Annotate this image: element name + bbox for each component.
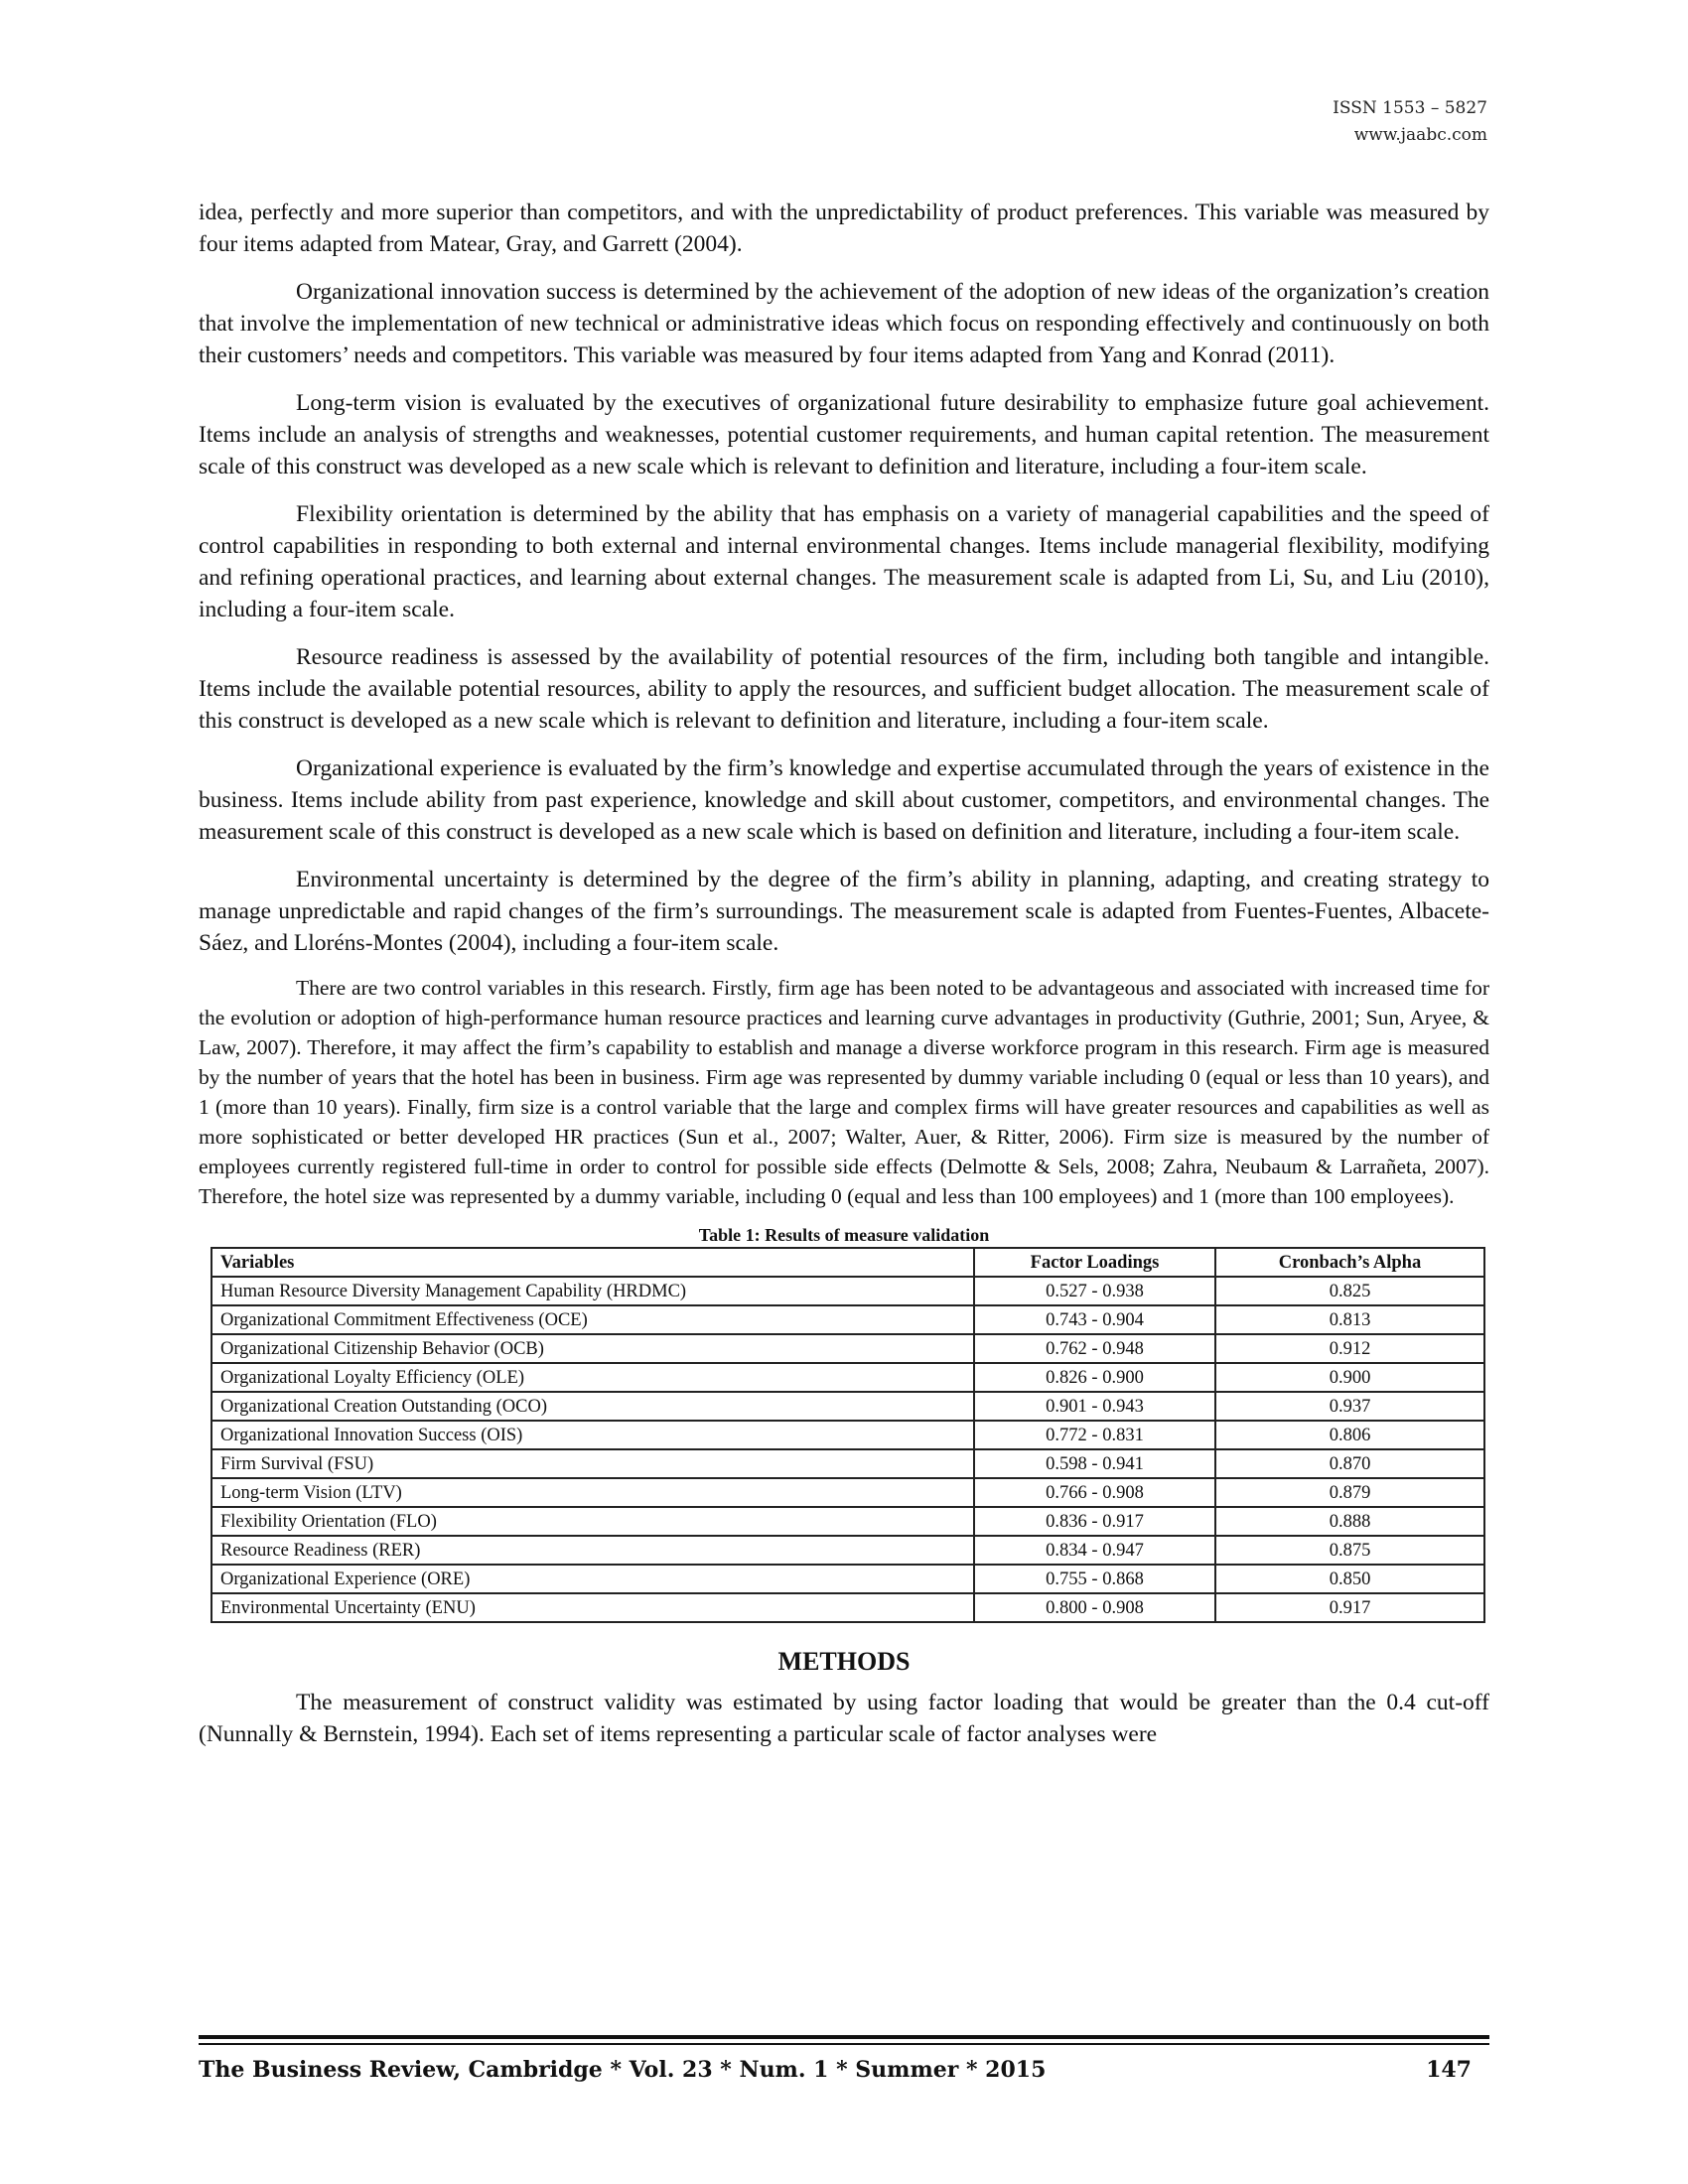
variable-cell: Flexibility Orientation (FLO) bbox=[211, 1507, 974, 1536]
table-row bbox=[211, 1334, 1484, 1363]
variable-cell: Organizational Creation Outstanding (OCO) bbox=[211, 1392, 974, 1421]
variable-cell: Environmental Uncertainty (ENU) bbox=[211, 1593, 974, 1622]
factor-loadings-cell: 0.836 - 0.917 bbox=[974, 1507, 1215, 1536]
issn-label: ISSN 1553 – 5827 bbox=[1333, 98, 1487, 118]
variable-cell: Organizational Experience (ORE) bbox=[211, 1565, 974, 1593]
variable-cell: Organizational Loyalty Efficiency (OLE) bbox=[211, 1363, 974, 1392]
factor-loadings-cell: 0.901 - 0.943 bbox=[974, 1392, 1215, 1421]
table-row bbox=[211, 1363, 1484, 1392]
alpha-cell: 0.875 bbox=[1215, 1536, 1484, 1565]
paragraph-resource-readiness: Resource readiness is assessed by the availability of potential resources of the firm, including both tangible and intangible. Items include the available potential resources, ability to apply the resources, and sufficient budget allocation. The measurement scale of this construct is developed as a new scale which is relevant to definition and literature, including a four-item scale. bbox=[199, 644, 1489, 734]
table-row bbox=[211, 1421, 1484, 1449]
factor-loadings-cell: 0.743 - 0.904 bbox=[974, 1305, 1215, 1334]
table-row bbox=[211, 1305, 1484, 1334]
factor-loadings-cell: 0.527 - 0.938 bbox=[974, 1277, 1215, 1305]
journal-citation: The Business Review, Cambridge * Vol. 23 * Num. 1 * Summer * 2015 bbox=[199, 2057, 1047, 2083]
page-footer bbox=[199, 2057, 1472, 2083]
header-factor-loadings: Factor Loadings bbox=[974, 1248, 1215, 1277]
alpha-cell: 0.825 bbox=[1215, 1277, 1484, 1305]
table-row bbox=[211, 1392, 1484, 1421]
header-cronbach-alpha: Cronbach’s Alpha bbox=[1215, 1248, 1484, 1277]
table-row bbox=[211, 1507, 1484, 1536]
table-title: Table 1: Results of measure validation bbox=[698, 1225, 990, 1245]
alpha-cell: 0.912 bbox=[1215, 1334, 1484, 1363]
paragraph-control-variables: There are two control variables in this research. Firstly, firm age has been noted to be advantageous and associated with increased time for the evolution or adoption of high-performance human resource practices and learning curve advantages in productivity (Guthrie, 2001; Sun, Aryee, & Law, 2007). Therefore, it may affect the firm’s capability to establish and manage a diverse workforce program in this research. Firm age is measured by the number of years that the hotel has been in business. Firm age was represented by dummy variable including 0 (equal or less than 10 years), and 1 (more than 10 years). Finally, firm size is a control variable that the large and complex firms will have greater resources and capabilities as well as more sophisticated or better developed HR practices (Sun et al., 2007; Walter, Auer, & Ritter, 2006). Firm size is measured by the number of employees currently registered full-time in order to control for possible side effects (Delmotte & Sels, 2008; Zahra, Neubaum & Larrañeta, 2007). Therefore, the hotel size was represented by a dummy variable, including 0 (equal and less than 100 employees) and 1 (more than 100 employees). bbox=[199, 976, 1489, 1208]
factor-loadings-cell: 0.800 - 0.908 bbox=[974, 1593, 1215, 1622]
website-label: www.jaabc.com bbox=[1353, 125, 1487, 145]
paragraph-long-term-vision: Long-term vision is evaluated by the executives of organizational future desirability to emphasize future goal achievement. Items include an analysis of strengths and weaknesses, potential customer requirements, and human capital retention. The measurement scale of this construct was developed as a new scale which is relevant to definition and literature, including a four-item scale. bbox=[199, 390, 1489, 479]
table-row bbox=[211, 1565, 1484, 1593]
factor-loadings-cell: 0.766 - 0.908 bbox=[974, 1478, 1215, 1507]
factor-loadings-cell: 0.755 - 0.868 bbox=[974, 1565, 1215, 1593]
measure-validation-table bbox=[211, 1247, 1485, 1623]
variable-cell: Long-term Vision (LTV) bbox=[211, 1478, 974, 1507]
alpha-cell: 0.850 bbox=[1215, 1565, 1484, 1593]
variable-cell: Organizational Commitment Effectiveness (OCE) bbox=[211, 1305, 974, 1334]
alpha-cell: 0.813 bbox=[1215, 1305, 1484, 1334]
section-heading-methods: METHODS bbox=[777, 1647, 911, 1676]
variable-cell: Organizational Citizenship Behavior (OCB) bbox=[211, 1334, 974, 1363]
variable-cell: Organizational Innovation Success (OIS) bbox=[211, 1421, 974, 1449]
paragraph-organizational-experience: Organizational experience is evaluated by the firm’s knowledge and expertise accumulated through the years of existence in the business. Items include ability from past experience, knowledge and skill about customer, competitors, and environmental changes. The measurement scale of this construct is developed as a new scale which is based on definition and literature, including a four-item scale. bbox=[199, 755, 1489, 845]
alpha-cell: 0.888 bbox=[1215, 1507, 1484, 1536]
variable-cell: Firm Survival (FSU) bbox=[211, 1449, 974, 1478]
factor-loadings-cell: 0.762 - 0.948 bbox=[974, 1334, 1215, 1363]
page-number: 147 bbox=[1426, 2057, 1472, 2083]
paragraph-flexibility-orientation: Flexibility orientation is determined by the ability that has emphasis on a variety of managerial capabilities and the speed of control capabilities in responding to both external and internal environmental changes. Items include managerial flexibility, modifying and refining operational practices, and learning about external changes. The measurement scale is adapted from Li, Su, and Liu (2010), including a four-item scale. bbox=[199, 501, 1489, 622]
factor-loadings-cell: 0.772 - 0.831 bbox=[974, 1421, 1215, 1449]
alpha-cell: 0.879 bbox=[1215, 1478, 1484, 1507]
table-row bbox=[211, 1449, 1484, 1478]
paragraph-environmental-uncertainty: Environmental uncertainty is determined by the degree of the firm’s ability in planning, adapting, and creating strategy to manage unpredictable and rapid changes of the firm’s surroundings. The measurement scale is adapted from Fuentes-Fuentes, Albacete-Sáez, and Lloréns-Montes (2004), including a four-item scale. bbox=[199, 867, 1489, 956]
paragraph-methods: The measurement of construct validity was estimated by using factor loading that would be greater than the 0.4 cut-off (Nunnally & Bernstein, 1994). Each set of items representing a particular scale of factor analyses were bbox=[199, 1690, 1489, 1747]
alpha-cell: 0.806 bbox=[1215, 1421, 1484, 1449]
table-row bbox=[211, 1277, 1484, 1305]
footer-rule-thin bbox=[199, 2043, 1489, 2045]
footer-rule bbox=[199, 2035, 1489, 2039]
paragraph-continued: idea, perfectly and more superior than competitors, and with the unpredictability of product preferences. This variable was measured by four items adapted from Matear, Gray, and Garrett (2004). bbox=[199, 200, 1489, 257]
alpha-cell: 0.937 bbox=[1215, 1392, 1484, 1421]
factor-loadings-cell: 0.834 - 0.947 bbox=[974, 1536, 1215, 1565]
main-content bbox=[199, 197, 1489, 1750]
table-row bbox=[211, 1478, 1484, 1507]
table-row bbox=[211, 1536, 1484, 1565]
alpha-cell: 0.870 bbox=[1215, 1449, 1484, 1478]
paragraph-innovation-success: Organizational innovation success is determined by the achievement of the adoption of new ideas of the organization’s creation that involve the implementation of new technical or administrative ideas which focus on responding effectively and continuously on both their customers’ needs and competitors. This variable was measured by four items adapted from Yang and Konrad (2011). bbox=[199, 279, 1489, 368]
header-variables: Variables bbox=[211, 1248, 974, 1277]
variable-cell: Human Resource Diversity Management Capability (HRDMC) bbox=[211, 1277, 974, 1305]
table-header-row bbox=[211, 1248, 1484, 1277]
alpha-cell: 0.917 bbox=[1215, 1593, 1484, 1622]
table-row bbox=[211, 1593, 1484, 1622]
factor-loadings-cell: 0.598 - 0.941 bbox=[974, 1449, 1215, 1478]
page-header bbox=[1333, 95, 1487, 149]
factor-loadings-cell: 0.826 - 0.900 bbox=[974, 1363, 1215, 1392]
alpha-cell: 0.900 bbox=[1215, 1363, 1484, 1392]
variable-cell: Resource Readiness (RER) bbox=[211, 1536, 974, 1565]
